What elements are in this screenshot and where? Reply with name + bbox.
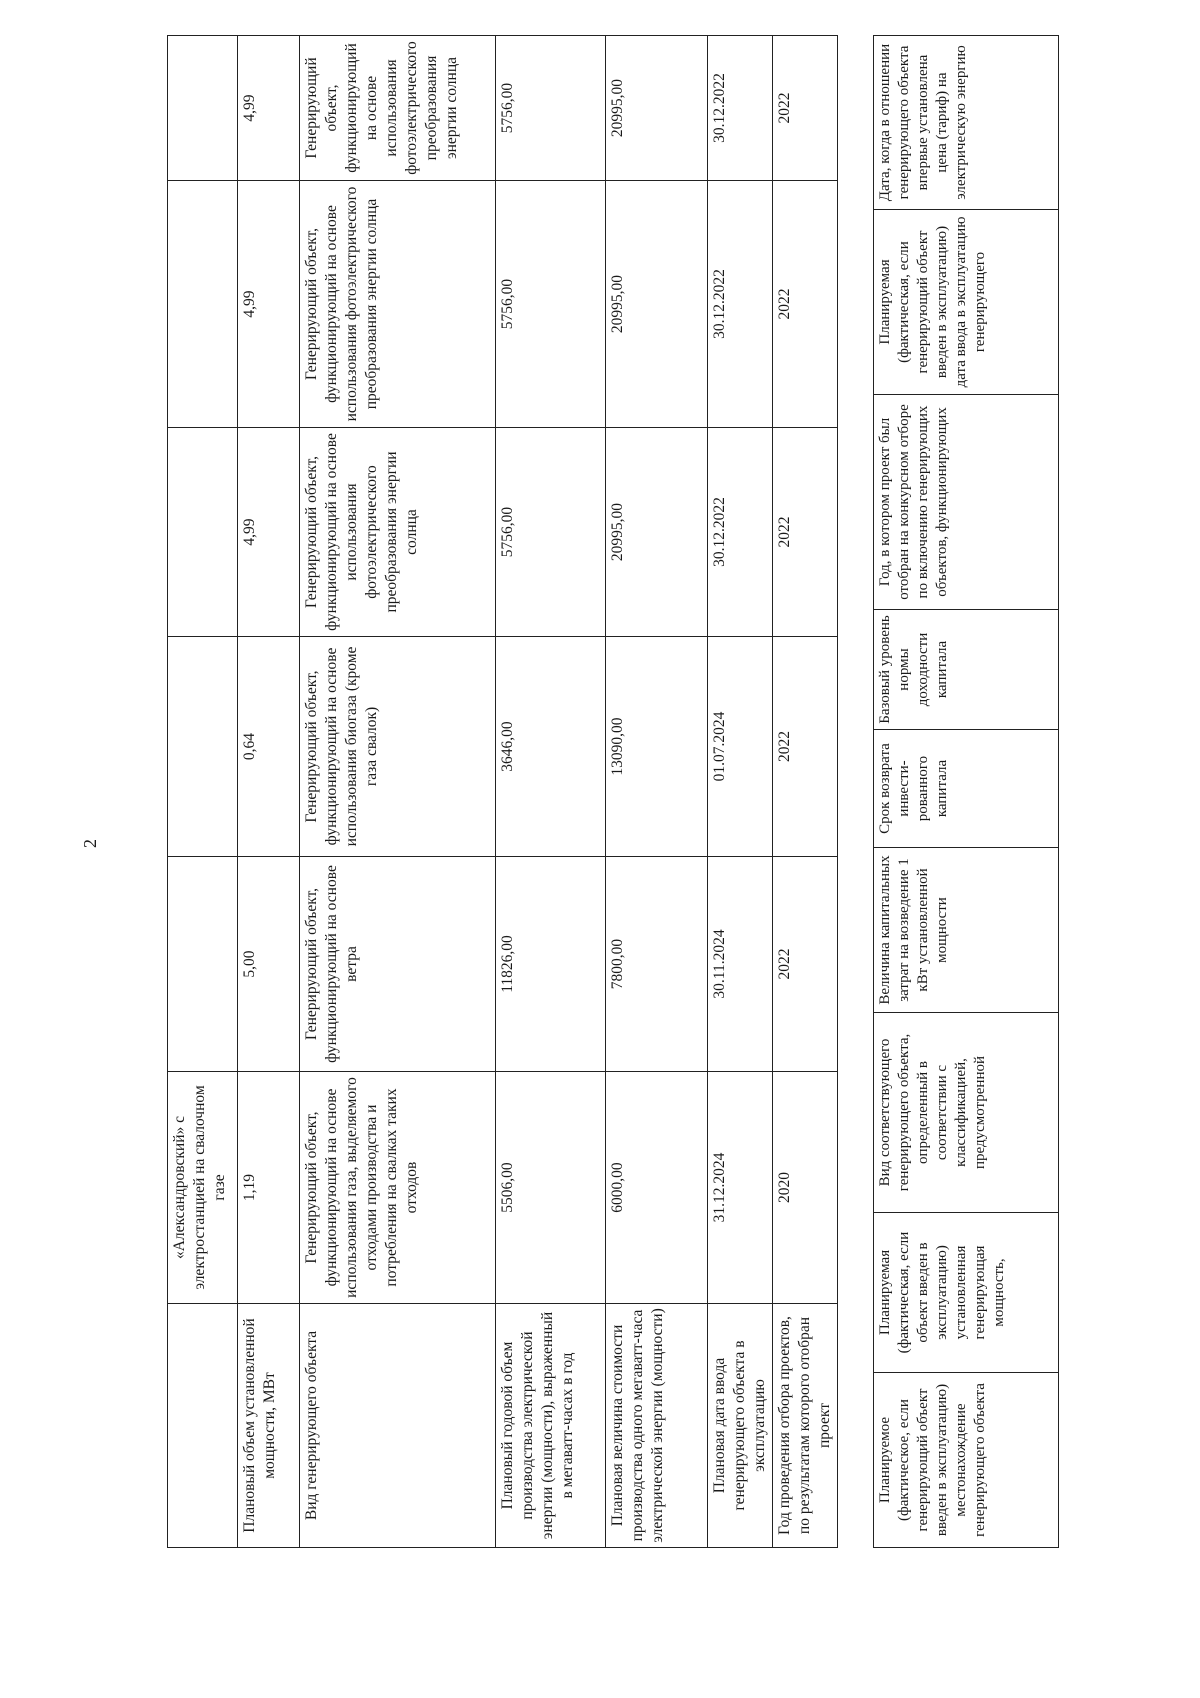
cell: 3646,00 xyxy=(496,637,606,857)
cell: 5756,00 xyxy=(496,428,606,637)
cell: 5,00 xyxy=(238,857,300,1072)
cell: 4,99 xyxy=(238,36,300,181)
row-commission-date xyxy=(708,36,773,1548)
cell: 30.11.2024 xyxy=(708,857,773,1072)
cell: 2020 xyxy=(773,1072,838,1304)
cell: 0,64 xyxy=(238,637,300,857)
cell: 20995,00 xyxy=(606,428,708,637)
cell: Вид генерирующего объекта xyxy=(300,1304,496,1548)
cell: Плановая величина стоимости производства одного мегаватт-часа электрической энергии (мощности) xyxy=(606,1304,708,1548)
cell: 2022 xyxy=(773,36,838,181)
cell: 1,19 xyxy=(238,1072,300,1304)
cell: 30.12.2022 xyxy=(708,181,773,428)
col-label-1: «Александровский» с электростанцией на свалочном газе xyxy=(168,1072,238,1304)
cell: 20995,00 xyxy=(606,36,708,181)
main-table xyxy=(167,36,833,1548)
col-label-0 xyxy=(168,1304,238,1548)
cell: Генерирующий объект, функционирующий на основе ветра xyxy=(300,857,496,1072)
cell: 6000,00 xyxy=(606,1072,708,1304)
header-strip-table xyxy=(873,36,1059,1548)
row-header-labels xyxy=(168,36,238,1548)
cell: 5506,00 xyxy=(496,1072,606,1304)
cell: 5756,00 xyxy=(496,181,606,428)
cell: 30.12.2022 xyxy=(708,36,773,181)
cell: 5756,00 xyxy=(496,36,606,181)
cell: 2022 xyxy=(773,181,838,428)
cell: Генерирующий объект, функционирующий на основе использования фотоэлектрического преобразования энергии солнца xyxy=(300,428,496,637)
cell: Генерирующий объект, функционирующий на основе использования биогаза (кроме газа свалок) xyxy=(300,637,496,857)
cell: Генерирующий объект, функционирующий на основе использования газа, выделяемого отходами производства и потребления на свалках таких отходов xyxy=(300,1072,496,1304)
cell: Плановый годовой объем производства электрической энергии (мощности), выраженный в мегаватт-часах в год xyxy=(496,1304,606,1548)
col-label-2 xyxy=(168,857,238,1072)
row-capacity xyxy=(238,36,300,1548)
cell: 2022 xyxy=(773,857,838,1072)
row-selection-year xyxy=(773,36,838,1548)
cell: 20995,00 xyxy=(606,181,708,428)
header-cell-tariff-date: Дата, когда в отношении генерирующего объекта впервые установлена цена (тариф) на электрическую энергию xyxy=(874,36,1059,210)
header-cell-capex: Величина капитальных затрат на возведение 1 кВт установленной мощности xyxy=(874,848,1059,1013)
header-cell-selection-year: Год, в котором проект был отобран на конкурсном отборе по включению генерирующих объектов, функционирующих xyxy=(874,395,1059,610)
header-cell-return-rate: Базовый уровень нормы доходности капитала xyxy=(874,610,1059,730)
cell: 4,99 xyxy=(238,181,300,428)
header-cell-location: Планируемое (фактическое, если генерирующий объект введен в эксплуатацию) местонахождение генерирующего объекта xyxy=(874,1373,1059,1548)
cell: 13090,00 xyxy=(606,637,708,857)
col-label-4 xyxy=(168,428,238,637)
header-cell-capacity: Планируемая (фактическая, если объект введен в эксплуатацию) установленная генерирующая мощность, xyxy=(874,1213,1059,1373)
row-object-type xyxy=(300,36,496,1548)
cell: Генерирующий объект, функционирующий на основе использования фотоэлектрического преобразования энергии солнца xyxy=(300,181,496,428)
cell: 7800,00 xyxy=(606,857,708,1072)
row-unit-cost xyxy=(606,36,708,1548)
cell: Генерирующий объект, функционирующий на основе использования фотоэлектрического преобразования энергии солнца xyxy=(300,36,496,181)
cell: 2022 xyxy=(773,637,838,857)
header-cell-payback: Срок возврата инвести-рованного капитала xyxy=(874,730,1059,848)
cell: 30.12.2022 xyxy=(708,428,773,637)
header-cell-object-type: Вид соответствующего генерирующего объекта, определенный в соответствии с классификацией, предусмотренной xyxy=(874,1013,1059,1213)
cell: Плановая дата ввода генерирующего объекта в эксплуатацию xyxy=(708,1304,773,1548)
cell: 4,99 xyxy=(238,428,300,637)
page-number: 2 xyxy=(80,839,100,848)
col-label-5 xyxy=(168,181,238,428)
col-label-3 xyxy=(168,637,238,857)
cell: 11826,00 xyxy=(496,857,606,1072)
cell: Год проведения отбора проектов, по результатам которого отобран проект xyxy=(773,1304,838,1548)
cell: 01.07.2024 xyxy=(708,637,773,857)
cell: 31.12.2024 xyxy=(708,1072,773,1304)
cell: Плановый объем установленной мощности, МВт xyxy=(238,1304,300,1548)
row-annual-volume xyxy=(496,36,606,1548)
cell: 2022 xyxy=(773,428,838,637)
col-label-6 xyxy=(168,36,238,181)
header-cell-commission-date: Планируемая (фактическая, если генерирующий объект введен в эксплуатацию) дата ввода в эксплуатацию генерирующего xyxy=(874,210,1059,395)
